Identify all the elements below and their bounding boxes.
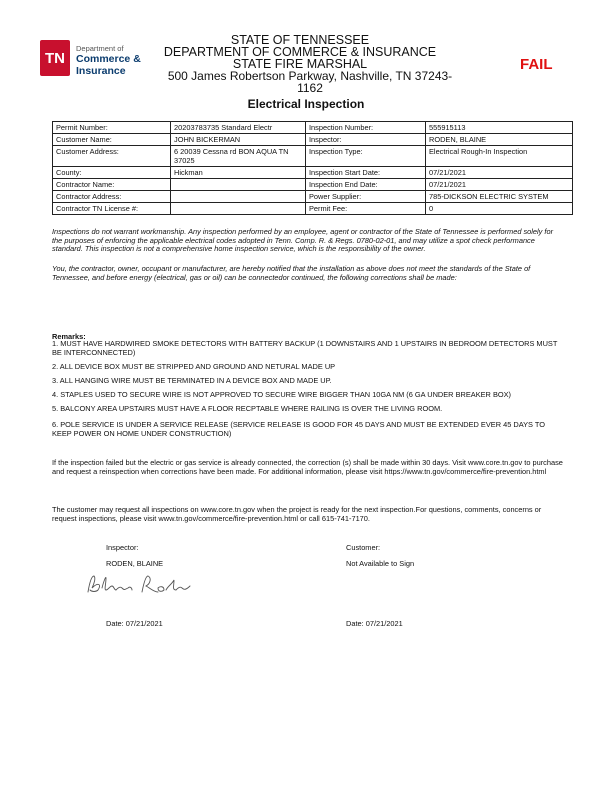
field-label: Inspection Type: (306, 146, 426, 167)
field-label: Inspector: (306, 134, 426, 146)
field-label: Inspection End Date: (306, 179, 426, 191)
field-value: 0 (426, 203, 573, 215)
remark-item: 4. STAPLES USED TO SECURE WIRE IS NOT APPROVED TO SECURE WIRE BIGGER THAN 10GA NM (6 GA UNDER BREAKER BOX) (52, 390, 512, 399)
header-department: DEPARTMENT OF COMMERCE & INSURANCE (163, 45, 437, 59)
table-row (53, 134, 573, 146)
logo-line-3: Insurance (76, 65, 126, 77)
field-value: 6 20039 Cessna rd BON AQUA TN 37025 (171, 146, 306, 167)
customer-name: Not Available to Sign (346, 559, 415, 568)
inspector-label: Inspector: (106, 543, 139, 552)
inspector-date: Date: 07/21/2021 (106, 619, 163, 628)
table-row (53, 167, 573, 179)
remark-item: 6. POLE SERVICE IS UNDER A SERVICE RELEASE (SERVICE RELEASE IS GOOD FOR 45 DAYS AND MUST BE EXTENDED EVER 45 DAYS TO KEEP POWER ON HOME UNDER CONSTRUCTION) (52, 420, 546, 438)
logo-line-1: Department of (76, 44, 124, 53)
inspection-info-table (52, 121, 573, 215)
field-label: Customer Address: (53, 146, 171, 167)
field-label: Inspection Number: (306, 122, 426, 134)
field-label: Contractor Name: (53, 179, 171, 191)
disclaimer-notice: You, the contractor, owner, occupant or manufacturer, are hereby notified that the installation as above does not meet the standards of the State of Tennessee, and before energy (electrical, gas or oil) can be connectedor continued, the following corrections shall be made: (52, 264, 531, 282)
field-value: JOHN BICKERMAN (171, 134, 306, 146)
table-row (53, 179, 573, 191)
reinspection-notice: If the inspection failed but the electric or gas service is already connected, the correction (s) shall be made within 30 days. Visit www.core.tn.gov to purchase and request a reinspection when corrections have been made. For additional information, please visit https://www.tn.gov/commerce/fire-prevention.html (52, 458, 563, 476)
remark-item: 1. MUST HAVE HARDWIRED SMOKE DETECTORS WITH BATTERY BACKUP (1 DOWNSTAIRS AND 1 UPSTAIRS IN BEDROOM DETECTORS MUST BE INTERCONNECTED) (52, 339, 558, 357)
department-logo (40, 38, 150, 80)
field-value: 20203783735 Standard Electr (171, 122, 306, 134)
field-label: Customer Name: (53, 134, 171, 146)
inspector-signature (84, 570, 194, 600)
field-value (171, 203, 306, 215)
header-state: STATE OF TENNESSEE (230, 33, 370, 47)
disclaimer-workmanship: Inspections do not warrant workmanship. Any inspection performed by an employee, agent or contractor of the State of Tennessee is performed solely for the purposes of enforcing the applicable electrical codes adopted in Tenn. Comp. R. & Regs. 0780-02-01, and may utilize a spot check performance standard. This inspection is not a comprehensive home inspection service, which is the responsibility of the owner. (52, 227, 554, 253)
field-label: Permit Number: (53, 122, 171, 134)
customer-label: Customer: (346, 543, 381, 552)
remark-item: 3. ALL HANGING WIRE MUST BE TERMINATED IN A DEVICE BOX AND MADE UP. (52, 376, 332, 385)
field-value: 555915113 (426, 122, 573, 134)
field-value: 785-DICKSON ELECTRIC SYSTEM (426, 191, 573, 203)
field-label: Contractor Address: (53, 191, 171, 203)
result-badge: FAIL (520, 56, 553, 73)
field-value (171, 191, 306, 203)
customer-date: Date: 07/21/2021 (346, 619, 403, 628)
remarks-heading: Remarks: (52, 332, 86, 341)
field-value: 07/21/2021 (426, 167, 573, 179)
field-value (171, 179, 306, 191)
table-row (53, 122, 573, 134)
contact-notice: The customer may request all inspections on www.core.tn.gov when the project is ready for the next inspection.For questions, comments, concerns or request inspections, please visit www.tn.gov/commerce/fire-prevention.html or call 615-741-7170. (52, 505, 542, 523)
table-row (53, 191, 573, 203)
remark-item: 2. ALL DEVICE BOX MUST BE STRIPPED AND GROUND AND NETURAL MADE UP (52, 362, 336, 371)
tn-badge: TN (40, 40, 70, 76)
page-title: Electrical Inspection (247, 97, 365, 111)
field-value: Hickman (171, 167, 306, 179)
table-row (53, 203, 573, 215)
field-label: Contractor TN License #: (53, 203, 171, 215)
field-label: Permit Fee: (306, 203, 426, 215)
header-division: STATE FIRE MARSHAL (232, 57, 368, 71)
field-label: Inspection Start Date: (306, 167, 426, 179)
field-label: County: (53, 167, 171, 179)
field-value: RODEN, BLAINE (426, 134, 573, 146)
header-address: 500 James Robertson Parkway, Nashville, TN 37243-1162 (167, 69, 453, 95)
field-value: 07/21/2021 (426, 179, 573, 191)
table-row (53, 146, 573, 167)
logo-line-2: Commerce & (76, 53, 141, 65)
remark-item: 5. BALCONY AREA UPSTAIRS MUST HAVE A FLOOR RECPTABLE WHERE RAILING IS OVER THE LIVING ROOM. (52, 404, 443, 413)
field-label: Power Supplier: (306, 191, 426, 203)
field-value: Electrical Rough-In Inspection (426, 146, 573, 167)
inspector-name: RODEN, BLAINE (106, 559, 164, 568)
